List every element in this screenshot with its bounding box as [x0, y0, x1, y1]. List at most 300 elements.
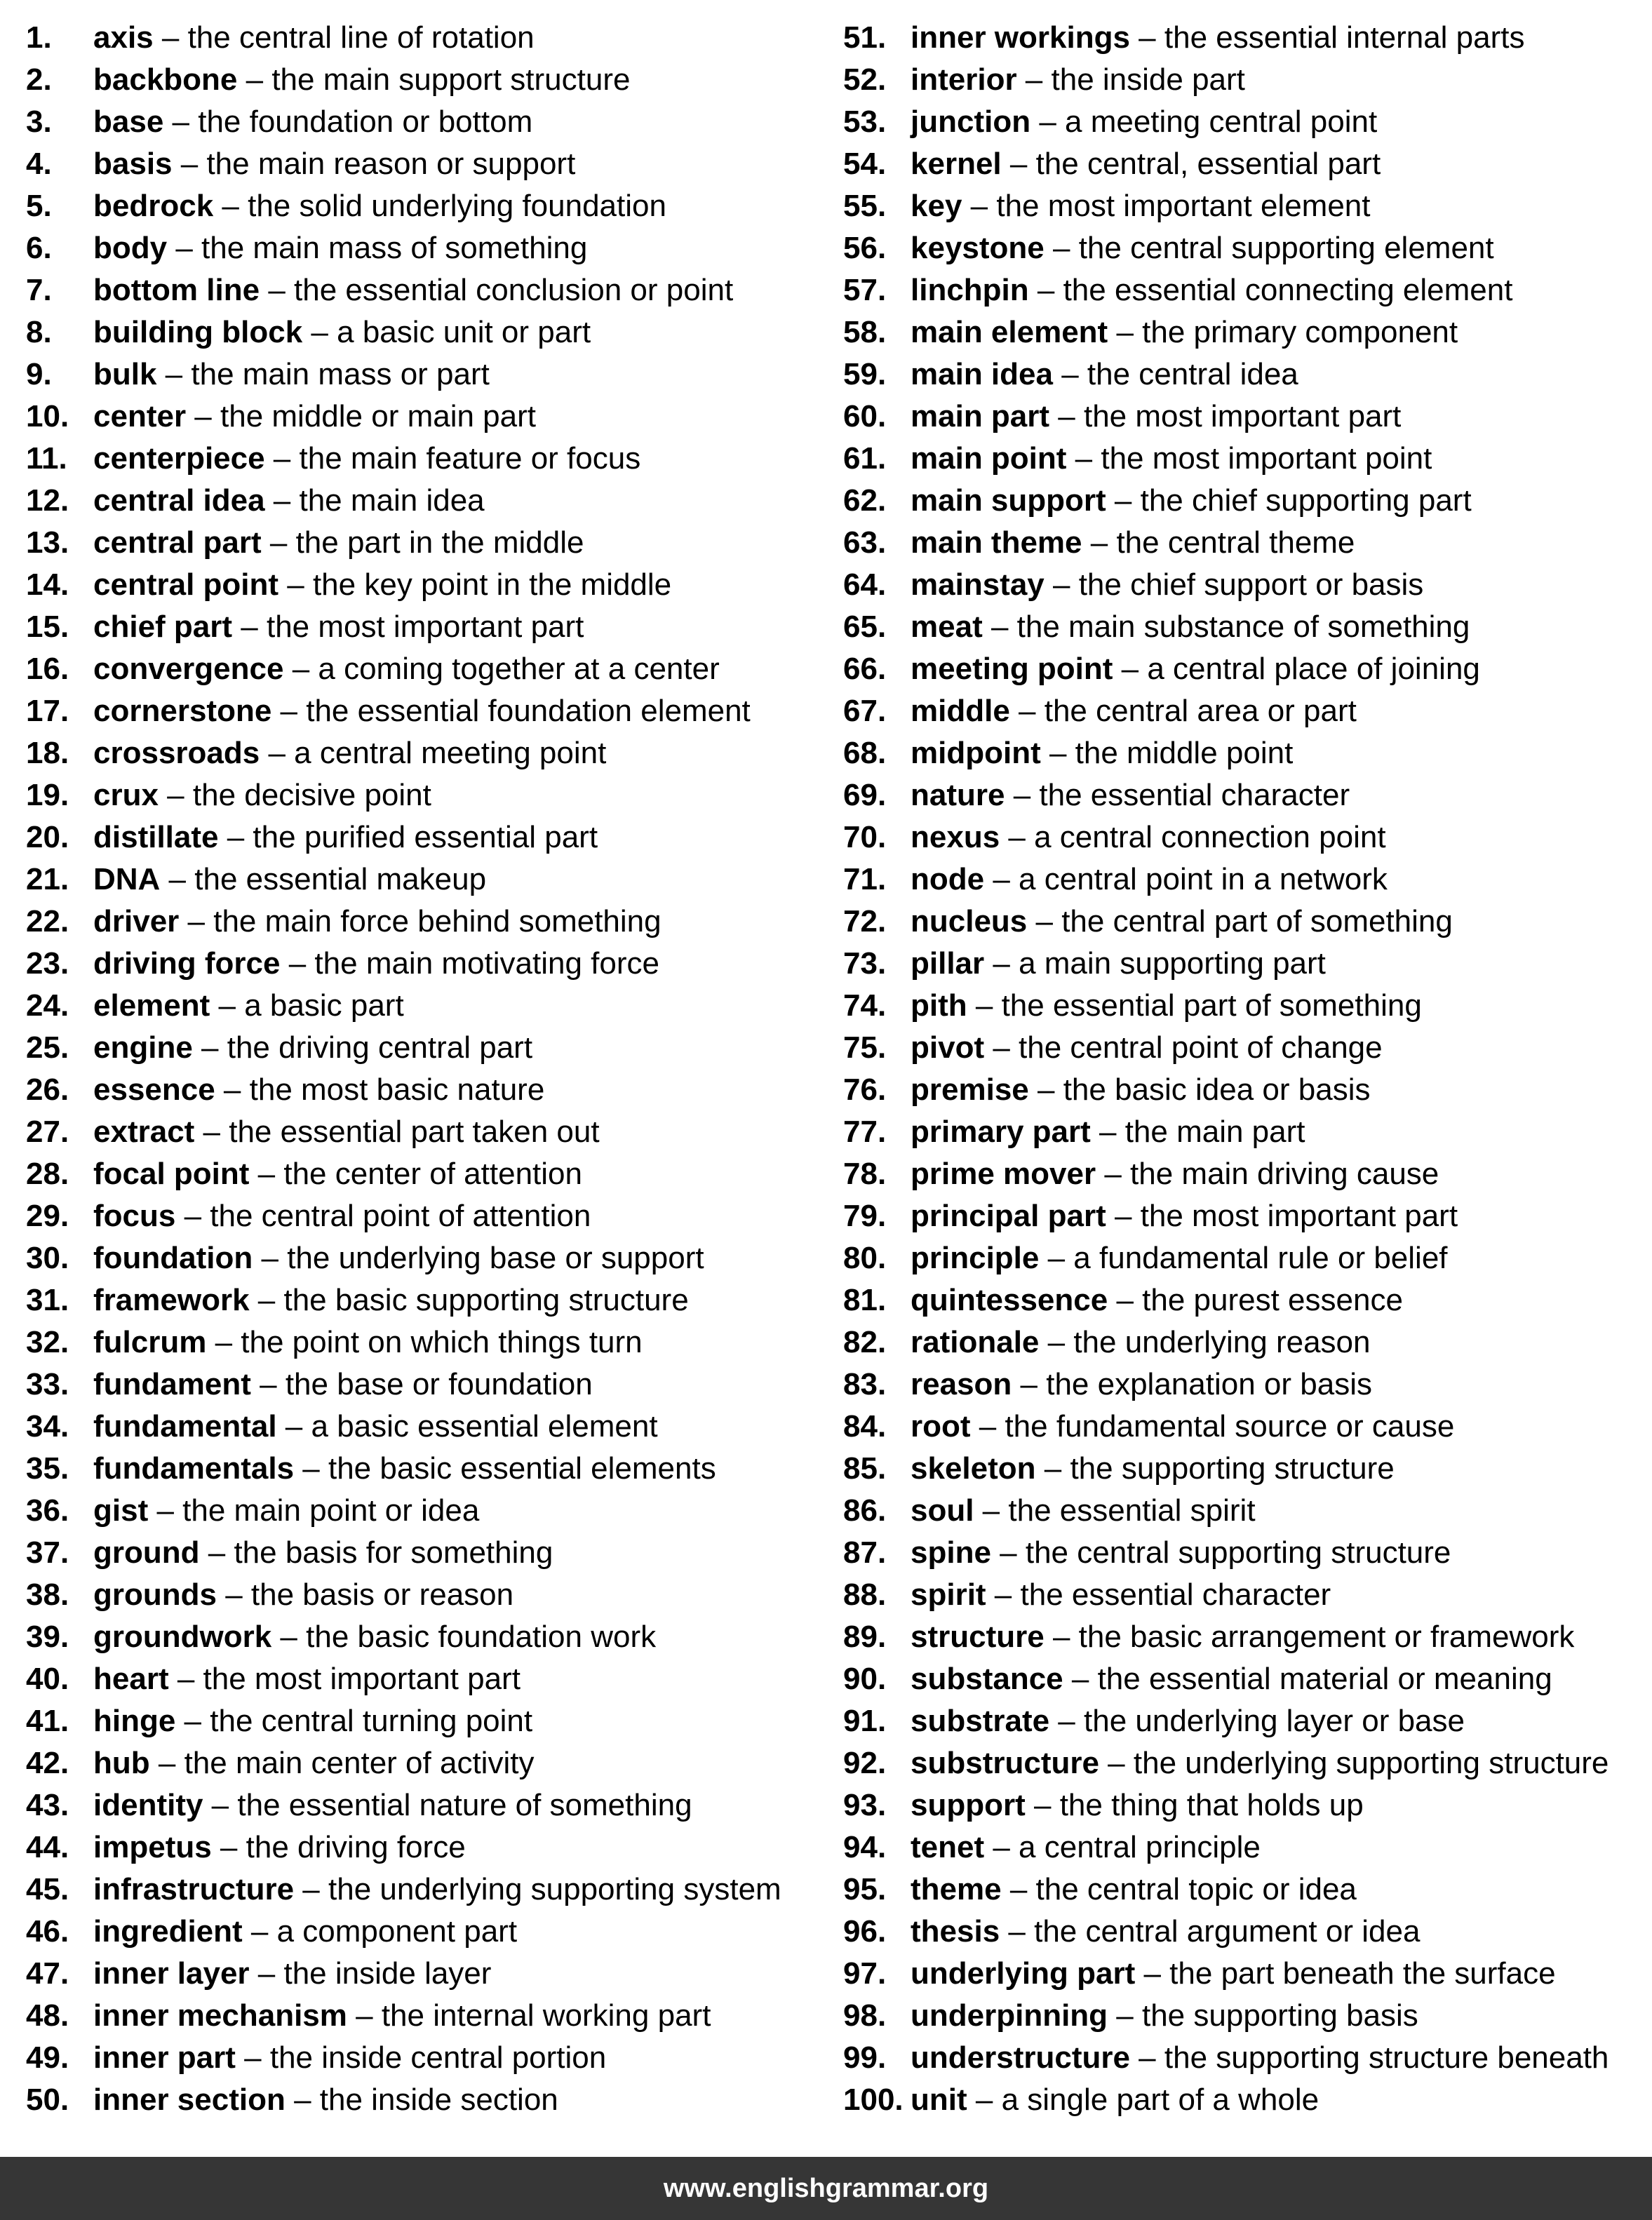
item-separator: – [156, 357, 192, 391]
item-text [93, 1700, 532, 1742]
list-item [26, 901, 805, 943]
item-term: main support [911, 483, 1106, 518]
item-number: 99. [843, 2040, 887, 2075]
item-number: 87. [843, 1535, 887, 1570]
item-term: interior [911, 62, 1017, 97]
item-term: fundamental [93, 1409, 277, 1444]
item-term: pivot [911, 1030, 985, 1065]
item-definition: the essential part of something [1001, 988, 1422, 1023]
item-term: fundament [93, 1367, 251, 1401]
item-separator: – [1044, 567, 1079, 602]
list-item [843, 1995, 1650, 2037]
list-item [843, 1364, 1650, 1406]
item-number: 43. [26, 1788, 69, 1822]
item-term: groundwork [93, 1620, 272, 1654]
item-definition: a main supporting part [1019, 946, 1326, 981]
item-number: 82. [843, 1325, 887, 1359]
item-number: 14. [26, 567, 69, 602]
item-definition: the central supporting element [1078, 231, 1494, 265]
item-number: 55. [843, 189, 887, 223]
item-separator: – [260, 273, 295, 307]
item-definition: the supporting basis [1141, 1998, 1418, 2033]
item-text [93, 1321, 643, 1364]
list-item [26, 1111, 805, 1153]
item-text [911, 1069, 1371, 1111]
item-definition: a meeting central point [1065, 105, 1378, 139]
item-definition: the supporting structure [1070, 1451, 1395, 1486]
item-separator: – [990, 1535, 1026, 1570]
item-number: 32. [26, 1325, 69, 1359]
item-definition: the main driving cause [1130, 1157, 1439, 1191]
item-term: driver [93, 904, 180, 939]
item-text [93, 1869, 781, 1911]
item-term: premise [911, 1072, 1029, 1107]
item-text [911, 1574, 1331, 1616]
item-number: 88. [843, 1577, 887, 1612]
item-definition: the primary component [1142, 315, 1458, 349]
item-text [93, 564, 671, 606]
item-text [911, 648, 1480, 690]
item-term: thesis [911, 1914, 1000, 1949]
item-text [93, 1364, 593, 1406]
item-separator: – [1135, 1956, 1170, 1991]
item-text [911, 1153, 1439, 1195]
item-separator: – [1129, 2040, 1164, 2075]
item-term: principal part [911, 1199, 1106, 1233]
item-number: 51. [843, 20, 887, 55]
item-text [911, 269, 1512, 311]
item-number: 9. [26, 357, 52, 391]
list-item [26, 396, 805, 438]
item-separator: – [970, 1409, 1005, 1444]
item-number: 27. [26, 1115, 69, 1149]
list-item [26, 2037, 805, 2079]
item-text [93, 438, 640, 480]
item-number: 24. [26, 988, 69, 1023]
item-separator: – [984, 946, 1019, 981]
item-separator: – [253, 1241, 288, 1275]
list-item [26, 1995, 805, 2037]
item-text [93, 1911, 517, 1953]
item-separator: – [1063, 1662, 1098, 1696]
list-item [843, 774, 1650, 816]
item-text [93, 1995, 711, 2037]
list-item [26, 1153, 805, 1195]
list-item [26, 185, 805, 227]
list-item [26, 1406, 805, 1448]
item-term: cornerstone [93, 694, 272, 728]
item-term: bulk [93, 357, 157, 391]
item-definition: the point on which things turn [241, 1325, 643, 1359]
item-definition: the essential spirit [1008, 1493, 1256, 1528]
item-definition: the essential conclusion or point [294, 273, 734, 307]
item-definition: the main center of activity [184, 1746, 535, 1780]
list-item [26, 438, 805, 480]
list-item [26, 269, 805, 311]
item-text [93, 648, 720, 690]
item-number: 22. [26, 904, 69, 939]
list-item [26, 1827, 805, 1869]
list-item [843, 1911, 1650, 1953]
item-text [93, 1784, 692, 1827]
list-item [843, 1869, 1650, 1911]
item-definition: the essential nature of something [237, 1788, 692, 1822]
item-definition: the main motivating force [314, 946, 659, 981]
item-number: 4. [26, 147, 52, 181]
list-item [843, 354, 1650, 396]
item-text [911, 816, 1386, 859]
item-text [911, 227, 1494, 269]
item-definition: a central point in a network [1019, 862, 1388, 896]
list-item [843, 1111, 1650, 1153]
list-item [26, 1658, 805, 1700]
item-term: substance [911, 1662, 1063, 1696]
item-text [93, 985, 404, 1027]
item-definition: the main point or idea [182, 1493, 480, 1528]
item-number: 50. [26, 2083, 69, 2117]
list-item [26, 354, 805, 396]
item-separator: – [1027, 904, 1062, 939]
item-term: substructure [911, 1746, 1099, 1780]
list-item [26, 1279, 805, 1321]
item-number: 97. [843, 1956, 887, 1991]
item-number: 100. [843, 2083, 904, 2117]
item-separator: – [158, 778, 193, 812]
item-number: 90. [843, 1662, 887, 1696]
list-item [26, 143, 805, 185]
item-separator: – [1113, 652, 1148, 686]
item-definition: the most important element [996, 189, 1371, 223]
item-definition: the foundation or bottom [198, 105, 533, 139]
item-term: grounds [93, 1577, 217, 1612]
item-text [911, 1195, 1458, 1237]
item-term: ingredient [93, 1914, 243, 1949]
item-number: 92. [843, 1746, 887, 1780]
item-definition: a single part of a whole [1001, 2083, 1319, 2117]
item-number: 53. [843, 105, 887, 139]
item-text [911, 1111, 1305, 1153]
item-definition: the basic idea or basis [1063, 1072, 1371, 1107]
item-term: node [911, 862, 985, 896]
item-separator: – [271, 694, 307, 728]
item-definition: the most basic nature [249, 1072, 545, 1107]
list-item [843, 606, 1650, 648]
item-definition: the main mass or part [191, 357, 490, 391]
item-text [93, 1153, 582, 1195]
item-text [93, 1069, 544, 1111]
item-term: base [93, 105, 164, 139]
item-term: focus [93, 1199, 176, 1233]
item-text [911, 438, 1432, 480]
item-number: 31. [26, 1283, 69, 1317]
item-separator: – [210, 988, 245, 1023]
item-term: basis [93, 147, 173, 181]
item-definition: the essential internal parts [1164, 20, 1525, 55]
item-number: 34. [26, 1409, 69, 1444]
item-number: 57. [843, 273, 887, 307]
list-item [26, 774, 805, 816]
item-term: central point [93, 567, 279, 602]
item-term: ground [93, 1535, 200, 1570]
item-number: 73. [843, 946, 887, 981]
item-term: DNA [93, 862, 161, 896]
item-term: understructure [911, 2040, 1130, 2075]
item-definition: the essential makeup [194, 862, 487, 896]
item-separator: – [1009, 694, 1045, 728]
item-term: foundation [93, 1241, 253, 1275]
item-separator: – [984, 1830, 1019, 1864]
item-text [911, 901, 1453, 943]
item-definition: the main mass of something [201, 231, 588, 265]
list-item [26, 1237, 805, 1279]
item-separator: – [148, 1493, 183, 1528]
item-term: convergence [93, 652, 284, 686]
item-number: 52. [843, 62, 887, 97]
list-item [26, 1532, 805, 1574]
item-number: 66. [843, 652, 887, 686]
list-item [26, 1616, 805, 1658]
footer-bar [0, 2157, 1652, 2220]
item-definition: the part beneath the surface [1169, 1956, 1556, 1991]
item-separator: – [199, 1535, 234, 1570]
item-term: driving force [93, 946, 281, 981]
item-number: 6. [26, 231, 52, 265]
item-definition: the underlying layer or base [1084, 1704, 1465, 1738]
list-item [26, 1574, 805, 1616]
list-item [843, 1827, 1650, 1869]
list-item [26, 1911, 805, 1953]
list-item [26, 648, 805, 690]
item-term: pith [911, 988, 967, 1023]
item-number: 56. [843, 231, 887, 265]
item-term: framework [93, 1283, 250, 1317]
item-number: 45. [26, 1872, 69, 1906]
item-term: focal point [93, 1157, 250, 1191]
item-number: 64. [843, 567, 887, 602]
item-definition: the purest essence [1142, 1283, 1403, 1317]
list-item [26, 690, 805, 732]
item-term: main point [911, 441, 1067, 476]
item-term: crux [93, 778, 159, 812]
item-text [911, 1616, 1574, 1658]
item-text [911, 690, 1357, 732]
item-text [911, 1532, 1451, 1574]
item-definition: the center of attention [283, 1157, 582, 1191]
item-definition: the essential character [1020, 1577, 1331, 1612]
item-number: 1. [26, 20, 52, 55]
item-number: 86. [843, 1493, 887, 1528]
item-term: kernel [911, 147, 1002, 181]
list-item [843, 2037, 1650, 2079]
item-number: 33. [26, 1367, 69, 1401]
item-separator: – [186, 399, 220, 433]
list-item [843, 480, 1650, 522]
item-separator: – [1012, 1367, 1047, 1401]
item-text [93, 1195, 591, 1237]
item-definition: a basic part [244, 988, 404, 1023]
list-item [843, 859, 1650, 901]
item-separator: – [1082, 525, 1117, 560]
item-term: middle [911, 694, 1010, 728]
item-text [93, 143, 575, 185]
item-separator: – [1108, 315, 1143, 349]
item-text [93, 1111, 600, 1153]
item-number: 11. [26, 441, 67, 476]
item-definition: the main substance of something [1016, 610, 1470, 644]
item-text [93, 1279, 689, 1321]
item-term: junction [911, 105, 1031, 139]
item-term: meeting point [911, 652, 1113, 686]
item-separator: – [261, 525, 296, 560]
item-definition: the most important part [1140, 1199, 1458, 1233]
list-item [843, 1237, 1650, 1279]
list-item [843, 59, 1650, 101]
list-item [843, 396, 1650, 438]
item-definition: the underlying supporting system [328, 1872, 781, 1906]
item-term: identity [93, 1788, 203, 1822]
item-separator: – [218, 820, 253, 854]
item-definition: the essential foundation element [306, 694, 751, 728]
item-text [911, 185, 1370, 227]
item-text [911, 606, 1470, 648]
item-separator: – [1096, 1157, 1131, 1191]
item-definition: the essential character [1039, 778, 1350, 812]
list-item [26, 943, 805, 985]
item-separator: – [216, 1577, 251, 1612]
item-definition: the most important part [203, 1662, 521, 1696]
item-definition: the main feature or focus [299, 441, 641, 476]
item-definition: a central meeting point [294, 736, 607, 770]
list-item [26, 816, 805, 859]
item-number: 41. [26, 1704, 69, 1738]
item-number: 13. [26, 525, 69, 560]
item-term: central part [93, 525, 262, 560]
item-definition: the basic arrangement or framework [1078, 1620, 1575, 1654]
item-number: 19. [26, 778, 69, 812]
item-definition: the essential connecting element [1063, 273, 1513, 307]
item-definition: the main reason or support [206, 147, 576, 181]
list-item [843, 816, 1650, 859]
item-term: substrate [911, 1704, 1050, 1738]
item-text [911, 101, 1377, 143]
item-term: fulcrum [93, 1325, 207, 1359]
item-term: hub [93, 1746, 150, 1780]
item-separator: – [278, 567, 313, 602]
item-definition: the key point in the middle [312, 567, 672, 602]
item-number: 28. [26, 1157, 69, 1191]
item-number: 20. [26, 820, 69, 854]
item-definition: the base or foundation [285, 1367, 593, 1401]
item-number: 29. [26, 1199, 69, 1233]
item-separator: – [213, 189, 248, 223]
item-term: crossroads [93, 736, 260, 770]
item-number: 49. [26, 2040, 69, 2075]
item-separator: – [203, 1788, 238, 1822]
item-text [911, 774, 1350, 816]
item-term: nucleus [911, 904, 1028, 939]
item-definition: the underlying supporting structure [1133, 1746, 1609, 1780]
list-item [843, 17, 1650, 59]
list-item [26, 732, 805, 774]
item-term: tenet [911, 1830, 985, 1864]
item-separator: – [276, 1409, 311, 1444]
item-separator: – [1106, 483, 1141, 518]
item-definition: the internal working part [381, 1998, 711, 2033]
item-number: 83. [843, 1367, 887, 1401]
word-list-column-left [26, 17, 805, 2121]
item-separator: – [175, 1199, 210, 1233]
list-item [26, 1490, 805, 1532]
list-item [843, 1742, 1650, 1784]
item-number: 46. [26, 1914, 69, 1949]
item-text [93, 1406, 658, 1448]
item-definition: the main force behind something [213, 904, 662, 939]
item-number: 2. [26, 62, 52, 97]
item-separator: – [1040, 736, 1075, 770]
item-number: 58. [843, 315, 887, 349]
list-item [26, 564, 805, 606]
item-text [911, 1321, 1371, 1364]
item-separator: – [1066, 441, 1101, 476]
item-definition: the central point of change [1019, 1030, 1383, 1065]
list-item [843, 732, 1650, 774]
list-item [26, 1448, 805, 1490]
item-text [911, 2079, 1319, 2121]
item-definition: a basic unit or part [337, 315, 591, 349]
item-separator: – [153, 20, 188, 55]
item-definition: a basic essential element [311, 1409, 658, 1444]
item-text [911, 1995, 1418, 2037]
item-text [911, 985, 1422, 1027]
item-term: unit [911, 2083, 967, 2117]
item-separator: – [285, 2083, 320, 2117]
item-separator: – [1005, 778, 1040, 812]
item-text [911, 2037, 1609, 2079]
item-separator: – [172, 147, 207, 181]
item-definition: the chief supporting part [1140, 483, 1472, 518]
list-item [26, 1069, 805, 1111]
item-definition: a central connection point [1034, 820, 1386, 854]
item-number: 70. [843, 820, 887, 854]
item-separator: – [1001, 1872, 1036, 1906]
item-separator: – [1049, 1704, 1084, 1738]
item-definition: the purified essential part [253, 820, 598, 854]
item-text [911, 1784, 1364, 1827]
list-item [843, 901, 1650, 943]
item-text [911, 1827, 1261, 1869]
item-text [911, 564, 1423, 606]
item-separator: – [192, 1030, 227, 1065]
list-item [26, 1869, 805, 1911]
item-definition: the inside layer [283, 1956, 492, 1991]
item-text [93, 227, 587, 269]
item-term: pillar [911, 946, 985, 981]
item-separator: – [1108, 1998, 1142, 2033]
item-term: linchpin [911, 273, 1029, 307]
item-number: 65. [843, 610, 887, 644]
item-number: 38. [26, 1577, 69, 1612]
item-separator: – [264, 483, 300, 518]
item-term: spine [911, 1535, 991, 1570]
list-item [843, 269, 1650, 311]
word-list-column-right [843, 17, 1650, 2121]
list-item [843, 101, 1650, 143]
item-term: meat [911, 610, 983, 644]
item-separator: – [1044, 1620, 1079, 1654]
item-number: 62. [843, 483, 887, 518]
item-text [93, 1237, 704, 1279]
item-text [93, 732, 606, 774]
